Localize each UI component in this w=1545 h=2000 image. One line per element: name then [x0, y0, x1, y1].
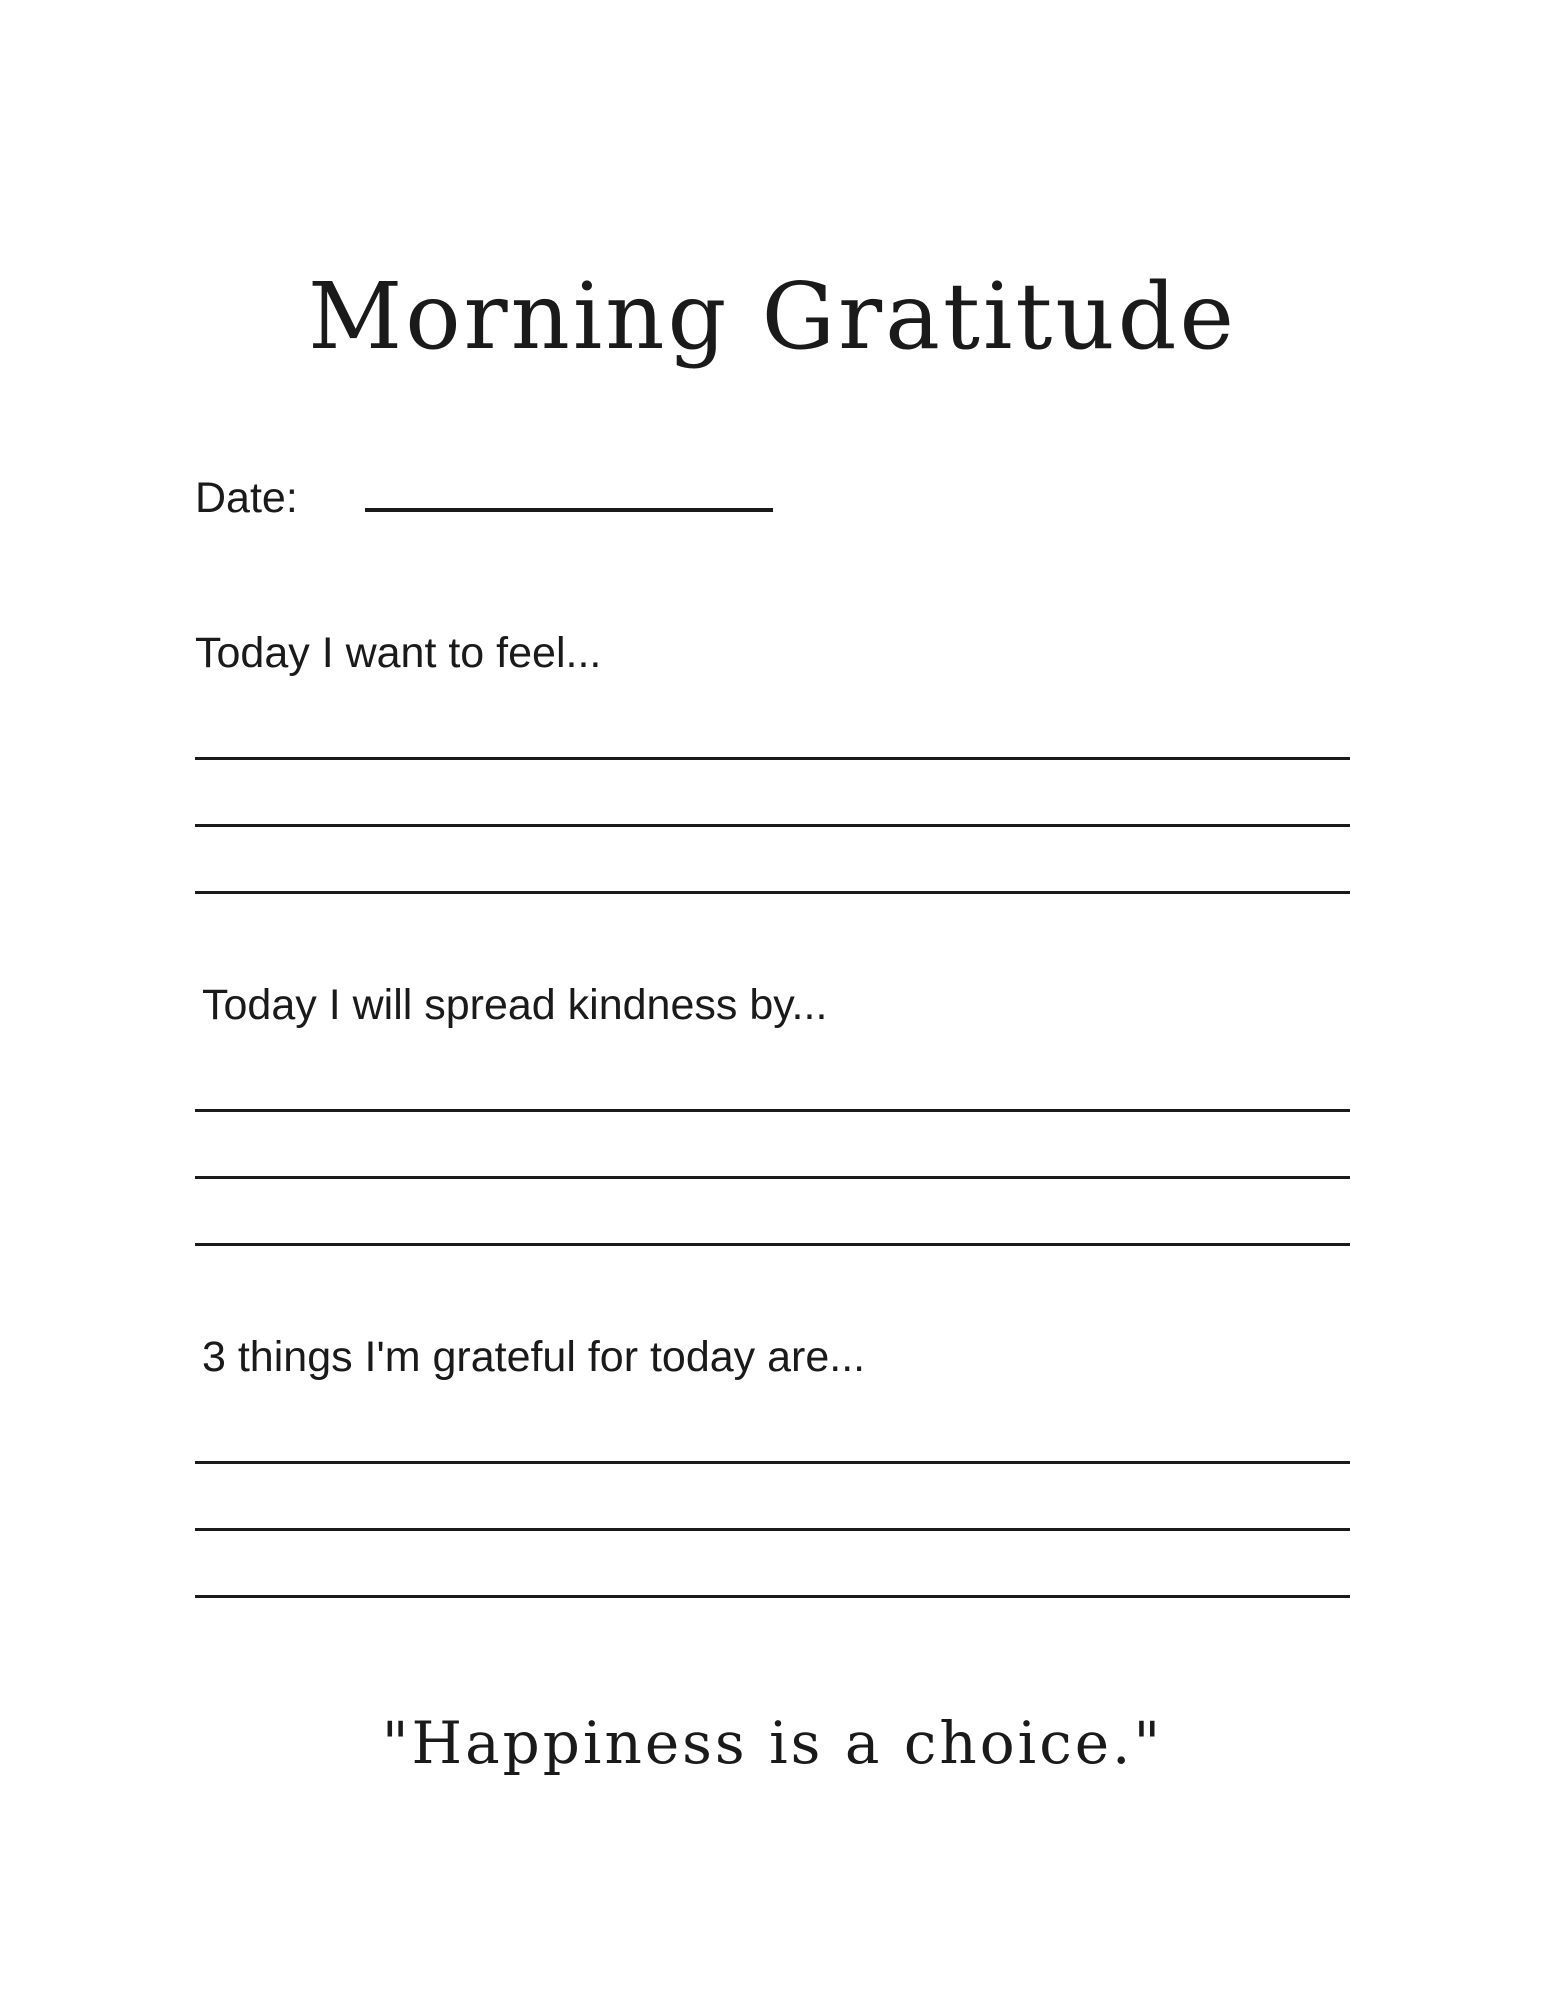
page-title: Morning Gratitude	[308, 263, 1237, 370]
quote: "Happiness is a choice."	[381, 1709, 1164, 1777]
writing-line[interactable]	[195, 757, 1350, 760]
date-field[interactable]	[365, 508, 773, 512]
writing-line[interactable]	[195, 1461, 1350, 1464]
writing-line[interactable]	[195, 1243, 1350, 1246]
writing-line[interactable]	[195, 1528, 1350, 1531]
writing-line[interactable]	[195, 891, 1350, 894]
writing-line[interactable]	[195, 824, 1350, 827]
prompt-grateful: 3 things I'm grateful for today are...	[202, 1333, 866, 1381]
writing-line[interactable]	[195, 1595, 1350, 1598]
prompt-kindness: Today I will spread kindness by...	[202, 981, 828, 1029]
writing-line[interactable]	[195, 1109, 1350, 1112]
writing-line[interactable]	[195, 1176, 1350, 1179]
date-label: Date:	[195, 474, 298, 522]
prompt-feel: Today I want to feel...	[195, 629, 602, 677]
